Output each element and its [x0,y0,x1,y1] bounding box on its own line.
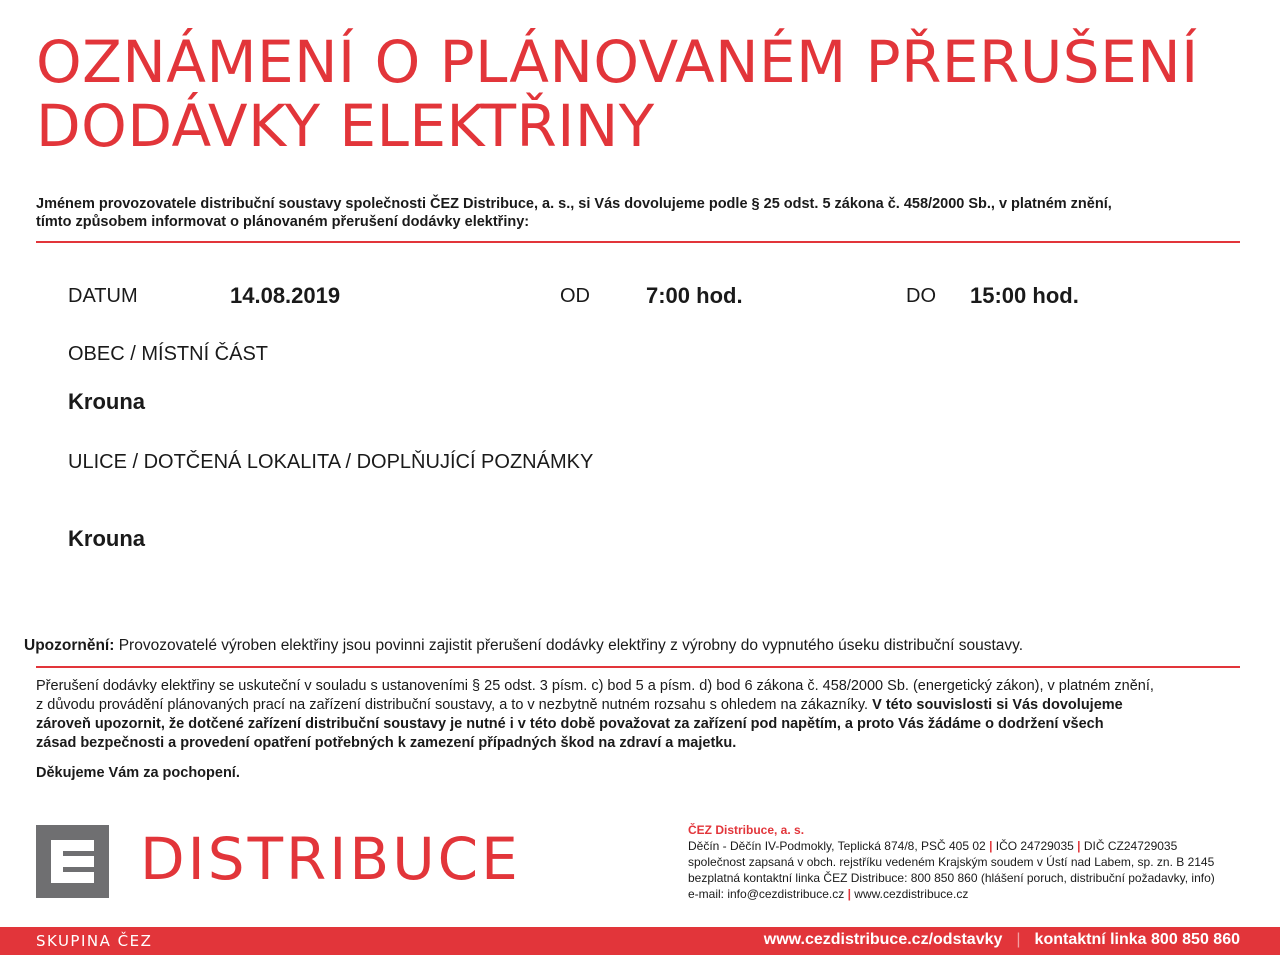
legal-line-4: zásad bezpečnosti a provedení opatření potřebných k zamezení případných škod na zdraví a majetku. [36,735,737,751]
intro-line-2: tímto způsobem informovat o plánovaném přerušení dodávky elektřiny: [36,214,530,230]
title-line-1: OZNÁMENÍ O PLÁNOVANÉM PŘERUŠENÍ [36,28,1199,96]
footer-group: SKUPINA ČEZ [36,932,153,950]
company-contact-line [688,886,1215,902]
warning-text [24,637,1023,655]
company-ico: IČO 24729035 [995,839,1074,853]
separator: | [1077,839,1081,853]
legal-line-2 [36,696,1246,715]
separator: | [847,887,851,901]
footer-links [764,931,1240,949]
from-value: 7:00 hod. [646,283,743,308]
municipality-label: OBEC / MÍSTNÍ ČÁST [68,343,269,365]
to-label: DO [906,285,936,307]
footer-bar [0,927,1280,955]
legal-text [36,677,1246,753]
warning-label: Upozornění: [24,637,115,654]
logo-wordmark: DISTRIBUCE [140,825,521,893]
date-label: DATUM [68,285,138,307]
legal-line-2-normal: z důvodu provádění plánovaných prací na zařízení distribuční soustavy, a to v nezbytně nutném rozsahu s ohledem na zákazníky. [36,697,869,713]
legal-line-1: Přerušení dodávky elektřiny se uskuteční v souladu s ustanoveními § 25 odst. 3 písm. c) bod 5 a písm. d) bod 6 zákona č. 458/2000 Sb. (energetický zákon), v platném znění, [36,678,1154,694]
company-registry: společnost zapsaná v obch. rejstříku vedeném Krajským soudem v Ústí nad Labem, sp. zn. B 2145 [688,855,1215,869]
cez-logo-glyph [36,825,109,898]
divider-bottom [36,666,1240,668]
title-line-2: DODÁVKY ELEKTŘINY [36,92,655,160]
company-email[interactable]: e-mail: info@cezdistribuce.cz [688,887,845,901]
company-address: Děčín - Děčín IV-Podmokly, Teplická 874/8, PSČ 405 02 [688,839,986,853]
intro-text [36,195,1246,231]
company-hotline: bezplatná kontaktní linka ČEZ Distribuce: 800 850 860 (hlášení poruch, distribuční požadavky, info) [688,871,1215,885]
legal-line-2-bold: V této souvislosti si Vás dovolujeme [868,697,1123,713]
date-value: 14.08.2019 [230,283,341,308]
thanks-text: Děkujeme Vám za pochopení. [36,765,240,781]
separator: | [989,839,993,853]
street-value: Krouna [68,526,145,551]
to-value: 15:00 hod. [970,283,1079,308]
footer-url[interactable]: www.cezdistribuce.cz/odstavky [763,931,1003,948]
from-label: OD [560,285,590,307]
footer-separator: | [1016,931,1021,948]
company-web[interactable]: www.cezdistribuce.cz [854,887,969,901]
company-dic: DIČ CZ24729035 [1083,839,1178,853]
notice-title [36,30,1199,158]
warning-body: Provozovatelé výroben elektřiny jsou povinni zajistit přerušení dodávky elektřiny z výrobny do vypnutého úseku distribuční soustavy. [114,637,1024,654]
company-info [688,822,1215,902]
intro-line-1: Jménem provozovatele distribuční soustavy společnosti ČEZ Distribuce, a. s., si Vás dovolujeme podle § 25 odst. 5 zákona č. 458/2000 Sb., v platném znění, [36,196,1112,212]
cez-logo-icon [36,825,109,898]
municipality-value: Krouna [68,389,145,414]
footer-contact: kontaktní linka 800 850 860 [1034,931,1240,948]
legal-line-3: zároveň upozornit, že dotčené zařízení distribuční soustavy je nutné i v této době považovat za zařízení pod napětím, a proto Vás žádáme o dodržení všech [36,716,1104,732]
street-label: ULICE / DOTČENÁ LOKALITA / DOPLŇUJÍCÍ POZNÁMKY [68,451,594,473]
divider-top [36,241,1240,243]
company-address-line [688,838,1215,854]
company-name: ČEZ Distribuce, a. s. [688,823,805,837]
